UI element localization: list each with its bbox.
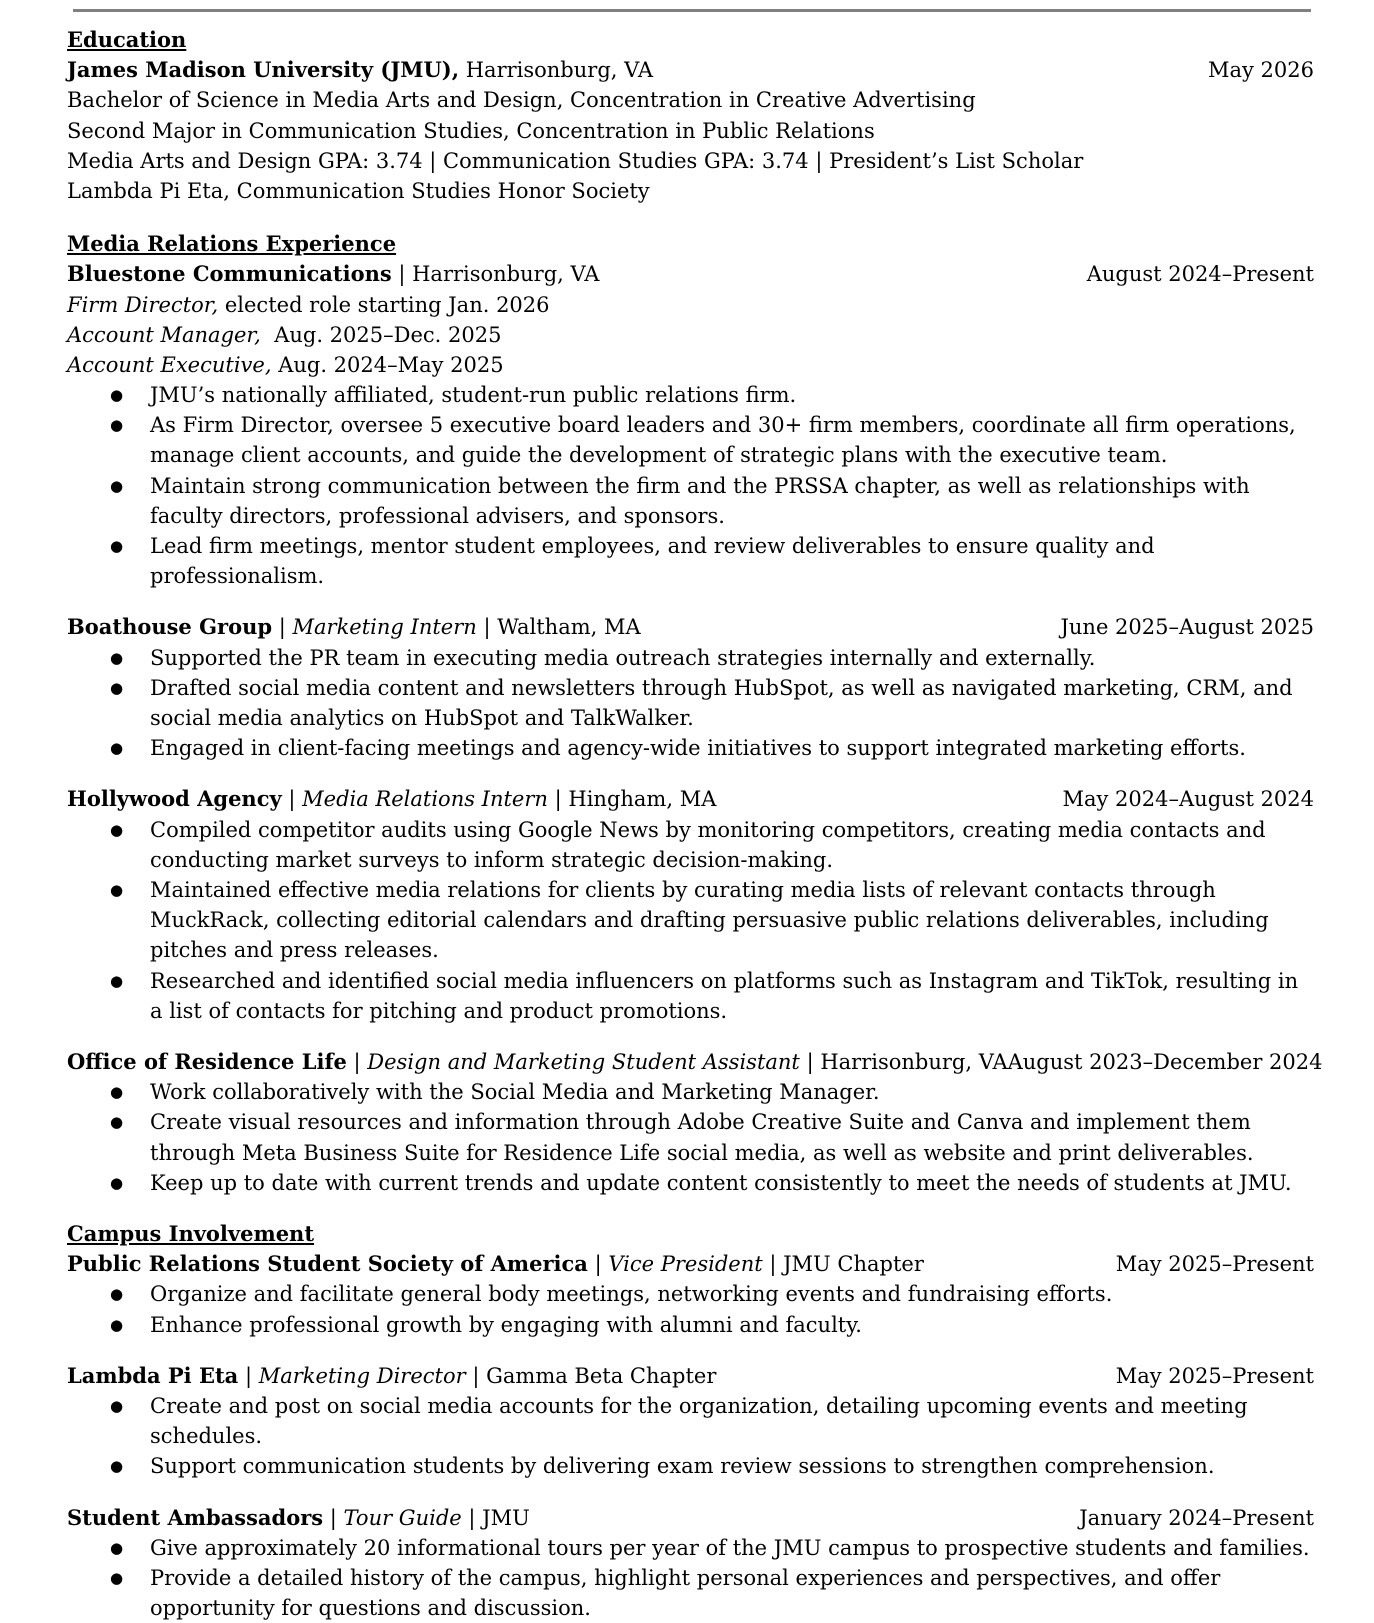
ambassadors-row xyxy=(67,1503,1314,1533)
org-location: Waltham, MA xyxy=(497,615,641,640)
bullet-item: ● Work collaboratively with the Social Media and Marketing Manager. xyxy=(67,1077,1314,1107)
graduation-date: May 2026 xyxy=(1207,58,1314,83)
education-line: Media Arts and Design GPA: 3.74 | Communication Studies GPA: 3.74 | President’s List Scholar xyxy=(67,148,1084,173)
bullet-item: ● Organize and facilitate general body meetings, networking events and fundraising efforts. xyxy=(67,1279,1314,1309)
role-line xyxy=(67,290,1314,320)
org-location: JMU xyxy=(482,1505,530,1530)
separator: | xyxy=(329,1505,337,1530)
separator: | xyxy=(353,1050,361,1075)
bullet-item: ● Maintain strong communication between the firm and the PRSSA chapter, as well as relationships with faculty directors, professional advisers, and sponsors. xyxy=(67,471,1314,531)
org-name: Lambda Pi Eta xyxy=(67,1362,239,1388)
separator: | xyxy=(244,1363,253,1388)
job-date: May 2025–Present xyxy=(1115,1252,1314,1277)
bullet-item: ● Create visual resources and information through Adobe Creative Suite and Canva and implement them through Meta Business Suite for Residence Life social media, as well as website and print deliverables. xyxy=(67,1107,1314,1167)
bullet-item: ● As Firm Director, oversee 5 executive board leaders and 30+ firm members, coordinate all firm operations, manage client accounts, and guide the development of strategic plans with the executive team. xyxy=(67,410,1314,470)
job-date: August 2023–December 2024 xyxy=(1007,1050,1323,1075)
education-line: Lambda Pi Eta, Communication Studies Honor Society xyxy=(67,178,650,203)
bullet-item: ● JMU’s nationally affiliated, student-run public relations firm. xyxy=(67,380,1314,410)
education-school-row xyxy=(67,55,1314,85)
bullet-item: ● Create and post on social media accounts for the organization, detailing upcoming events and meeting schedules. xyxy=(67,1391,1314,1451)
separator: | xyxy=(391,262,413,287)
separator: | xyxy=(806,1050,814,1075)
role-title: Tour Guide xyxy=(343,1505,462,1530)
education-line: Bachelor of Science in Media Arts and Design, Concentration in Creative Advertising xyxy=(67,88,976,113)
role-line xyxy=(67,350,1314,380)
role-detail: Aug. 2024–May 2025 xyxy=(271,352,504,377)
bullet-item: ● Provide a detailed history of the campus, highlight personal experiences and perspectives, and offer opportunity for questions and discussion. xyxy=(67,1563,1314,1623)
hollywood-row xyxy=(67,784,1314,814)
job-date: June 2025–August 2025 xyxy=(1060,615,1314,640)
top-rule xyxy=(73,9,1311,12)
role-line xyxy=(67,320,1314,350)
role-title: Account Executive, xyxy=(67,352,272,377)
resume-document xyxy=(67,25,1323,1623)
org-name: Public Relations Student Society of America xyxy=(67,1251,588,1277)
org-name: Bluestone Communications xyxy=(67,261,392,287)
bullet-item: ● Enhance professional growth by engaging with alumni and faculty. xyxy=(67,1310,1314,1340)
prssa-row xyxy=(67,1249,1314,1279)
lambda-row xyxy=(67,1361,1314,1391)
school-location: Harrisonburg, VA xyxy=(459,58,654,83)
bullet-item: ● Compiled competitor audits using Google News by monitoring competitors, creating media contacts and conducting market surveys to inform strategic decision-making. xyxy=(67,815,1314,875)
bullet-item: ● Lead firm meetings, mentor student employees, and review deliverables to ensure quality and professionalism. xyxy=(67,531,1314,591)
org-name: Boathouse Group xyxy=(67,614,273,640)
job-date: May 2025–Present xyxy=(1115,1363,1314,1388)
bullet-item: ● Give approximately 20 informational tours per year of the JMU campus to prospective students and families. xyxy=(67,1533,1314,1563)
bullet-item: ● Maintained effective media relations for clients by curating media lists of relevant contacts through MuckRack, collecting editorial calendars and drafting persuasive public relations deliverables, including pitches and press releases. xyxy=(67,875,1314,966)
education-heading: Education xyxy=(67,27,187,52)
role-detail: elected role starting Jan. 2026 xyxy=(218,292,550,317)
separator: | xyxy=(468,1505,476,1530)
education-line: Second Major in Communication Studies, Concentration in Public Relations xyxy=(67,118,875,143)
separator: | xyxy=(483,615,491,640)
org-location: Gamma Beta Chapter xyxy=(486,1363,717,1388)
role-title: Marketing Director xyxy=(258,1363,466,1388)
org-name: Student Ambassadors xyxy=(67,1504,324,1530)
separator: | xyxy=(594,1252,602,1277)
bullet-item: ● Drafted social media content and newsletters through HubSpot, as well as navigated marketing, CRM, and social media analytics on HubSpot and TalkWalker. xyxy=(67,673,1314,733)
role-title: Firm Director, xyxy=(67,292,219,317)
org-location: Hingham, MA xyxy=(568,787,717,812)
bluestone-row xyxy=(67,259,1314,289)
separator: | xyxy=(278,615,286,640)
residence-row xyxy=(67,1047,1323,1077)
role-title: Marketing Intern xyxy=(292,615,477,640)
boathouse-row xyxy=(67,612,1314,642)
role-title: Vice President xyxy=(608,1252,763,1277)
bullet-item: ● Support communication students by delivering exam review sessions to strengthen comprehension. xyxy=(67,1451,1314,1481)
media-heading: Media Relations Experience xyxy=(67,231,397,257)
separator: | xyxy=(554,787,562,812)
org-name: Office of Residence Life xyxy=(67,1049,347,1075)
org-location: Harrisonburg, VA xyxy=(820,1050,1008,1075)
org-name: Hollywood Agency xyxy=(67,786,282,812)
separator: | xyxy=(288,787,296,812)
job-date: August 2024–Present xyxy=(1086,262,1314,287)
school-name: James Madison University (JMU), xyxy=(67,57,460,83)
campus-heading: Campus Involvement xyxy=(67,1221,315,1247)
bullet-item: ● Engaged in client-facing meetings and agency-wide initiatives to support integrated marketing efforts. xyxy=(67,733,1314,763)
bullet-item: ● Researched and identified social media influencers on platforms such as Instagram and TikTok, resulting in a list of contacts for pitching and product promotions. xyxy=(67,966,1314,1026)
role-detail: Aug. 2025–Dec. 2025 xyxy=(260,322,502,347)
bullet-item: ● Keep up to date with current trends and update content consistently to meet the needs of students at JMU. xyxy=(67,1168,1314,1198)
separator: | xyxy=(472,1363,480,1388)
org-location: Harrisonburg, VA xyxy=(412,262,600,287)
role-title: Account Manager, xyxy=(67,322,261,347)
role-title: Design and Marketing Student Assistant xyxy=(367,1050,800,1075)
bullet-item: ● Supported the PR team in executing media outreach strategies internally and externally. xyxy=(67,643,1314,673)
role-title: Media Relations Intern xyxy=(302,787,548,812)
job-date: May 2024–August 2024 xyxy=(1062,787,1314,812)
org-location: JMU Chapter xyxy=(783,1252,924,1277)
job-date: January 2024–Present xyxy=(1079,1505,1314,1530)
separator: | xyxy=(769,1252,777,1277)
